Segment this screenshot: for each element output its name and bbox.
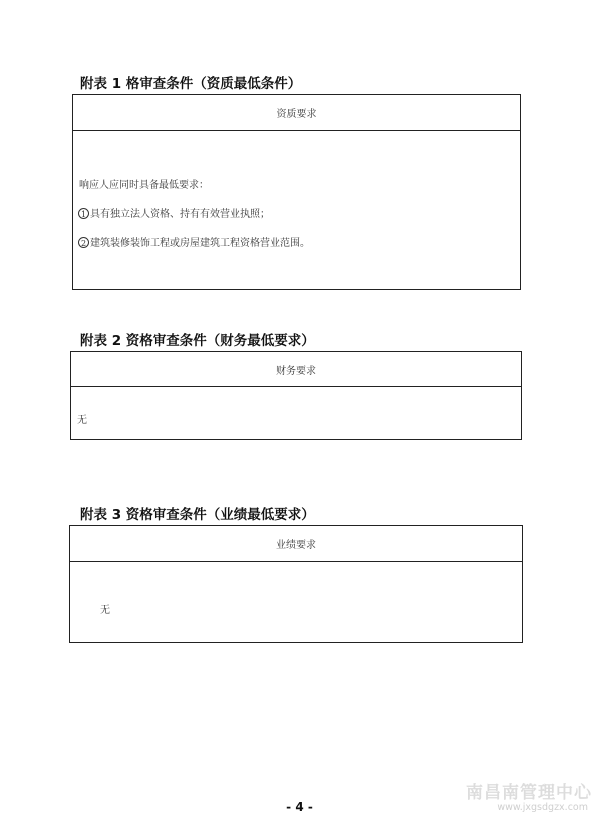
section-3-line-1 [100, 601, 110, 616]
section-2-heading: 附表 2 资格审查条件（财务最低要求） [80, 333, 315, 349]
section-2-column-header: 财务要求 [71, 352, 521, 387]
page-number: - 4 - [286, 800, 313, 814]
circled-number-icon: 2 [78, 237, 89, 248]
section-3-table [69, 525, 523, 643]
section-1-column-header: 资质要求 [73, 95, 520, 131]
section-2-table-body [71, 387, 521, 439]
section-1-line-1-text: 响应人应同时具备最低要求： [79, 180, 209, 191]
section-1-line-3 [78, 234, 310, 249]
section-3-line-1-text: 无 [100, 605, 110, 616]
section-1-heading: 附表 1 格审查条件（资质最低条件） [80, 76, 302, 92]
watermark [452, 784, 592, 814]
section-2-line-1 [77, 411, 87, 426]
section-1-table [72, 94, 521, 290]
section-1-line-2-text: 具有独立法人资格、持有有效营业执照； [90, 209, 270, 220]
section-1-line-2 [78, 205, 270, 220]
watermark-url: www.jxgsdgzx.com [497, 802, 588, 813]
section-1-line-1 [79, 176, 209, 191]
section-1-line-3-text: 建筑装修装饰工程或房屋建筑工程资格营业范围。 [90, 238, 310, 249]
section-1-table-body [73, 131, 520, 289]
section-3-heading: 附表 3 资格审查条件（业绩最低要求） [80, 507, 315, 523]
circled-number-icon: 1 [78, 208, 89, 219]
section-3-column-header: 业绩要求 [70, 526, 522, 562]
section-3-table-body [70, 562, 522, 642]
section-2-table [70, 351, 522, 440]
watermark-title: 南昌南管理中心 [466, 783, 592, 803]
section-2-line-1-text: 无 [77, 415, 87, 426]
